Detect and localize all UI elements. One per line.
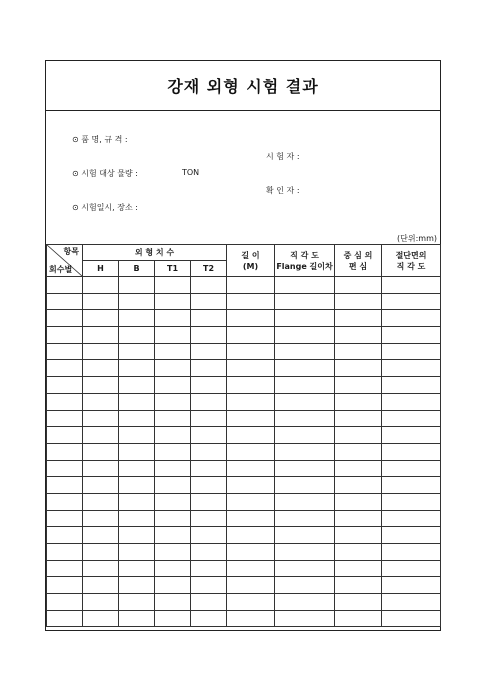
- table-cell[interactable]: [83, 460, 119, 477]
- table-cell[interactable]: [275, 293, 335, 310]
- table-row: [47, 277, 441, 294]
- table-cell[interactable]: [83, 377, 119, 394]
- table-cell[interactable]: [119, 277, 155, 294]
- table-cell[interactable]: [227, 510, 275, 527]
- table-cell[interactable]: [382, 493, 441, 510]
- table-row: [47, 544, 441, 561]
- table-row: [47, 327, 441, 344]
- table-cell[interactable]: [382, 527, 441, 544]
- info-section: [46, 111, 440, 251]
- table-cell[interactable]: [275, 327, 335, 344]
- table-cell[interactable]: [382, 293, 441, 310]
- table-cell[interactable]: [119, 393, 155, 410]
- table-cell[interactable]: [227, 493, 275, 510]
- field-quantity-unit: TON: [182, 168, 200, 177]
- table-cell[interactable]: [227, 310, 275, 327]
- table-cell[interactable]: [191, 544, 227, 561]
- table-row: [47, 410, 441, 427]
- table-cell[interactable]: [227, 343, 275, 360]
- table-cell[interactable]: [227, 377, 275, 394]
- table-cell[interactable]: [382, 327, 441, 344]
- table-cell[interactable]: [47, 360, 83, 377]
- table-cell[interactable]: [119, 410, 155, 427]
- eccentricity-label-2: 편 심: [348, 261, 368, 271]
- length-header: [227, 245, 275, 277]
- table-cell[interactable]: [83, 544, 119, 561]
- table-cell[interactable]: [382, 310, 441, 327]
- table-cell[interactable]: [227, 577, 275, 594]
- table-cell[interactable]: [227, 293, 275, 310]
- table-cell[interactable]: [275, 510, 335, 527]
- table-cell[interactable]: [335, 327, 382, 344]
- table-cell[interactable]: [155, 577, 191, 594]
- table-cell[interactable]: [83, 427, 119, 444]
- table-cell[interactable]: [191, 277, 227, 294]
- table-cell[interactable]: [47, 477, 83, 494]
- table-row: [47, 610, 441, 627]
- table-cell[interactable]: [335, 510, 382, 527]
- table-cell[interactable]: [155, 277, 191, 294]
- table-cell[interactable]: [335, 527, 382, 544]
- table-cell[interactable]: [47, 443, 83, 460]
- table-cell[interactable]: [83, 577, 119, 594]
- cut-squareness-label-2: 직 각 도: [396, 261, 426, 271]
- table-cell[interactable]: [191, 393, 227, 410]
- table-cell[interactable]: [119, 343, 155, 360]
- table-cell[interactable]: [155, 443, 191, 460]
- dim-col-t2: T2: [191, 261, 227, 277]
- length-label: 길 이: [241, 250, 260, 260]
- table-cell[interactable]: [275, 393, 335, 410]
- table-row: [47, 493, 441, 510]
- table-cell[interactable]: [47, 544, 83, 561]
- table-cell[interactable]: [119, 527, 155, 544]
- table-cell[interactable]: [335, 460, 382, 477]
- table-row: [47, 343, 441, 360]
- table-cell[interactable]: [119, 293, 155, 310]
- table-cell[interactable]: [191, 343, 227, 360]
- table-cell[interactable]: [47, 277, 83, 294]
- table-cell[interactable]: [227, 527, 275, 544]
- table-cell[interactable]: [227, 277, 275, 294]
- table-cell[interactable]: [275, 493, 335, 510]
- table-cell[interactable]: [83, 510, 119, 527]
- table-cell[interactable]: [47, 427, 83, 444]
- table-cell[interactable]: [191, 327, 227, 344]
- table-cell[interactable]: [335, 477, 382, 494]
- table-cell[interactable]: [335, 493, 382, 510]
- table-cell[interactable]: [155, 560, 191, 577]
- table-cell[interactable]: [275, 427, 335, 444]
- table-cell[interactable]: [47, 577, 83, 594]
- table-cell[interactable]: [227, 477, 275, 494]
- field-quantity: ⊙ 시험 대상 물량 :: [72, 169, 138, 178]
- field-datetime-place: ⊙ 시험일시, 장소 :: [72, 203, 138, 212]
- table-cell[interactable]: [83, 410, 119, 427]
- table-cell[interactable]: [191, 460, 227, 477]
- table-cell[interactable]: [275, 610, 335, 627]
- table-cell[interactable]: [47, 310, 83, 327]
- title-band: [46, 61, 440, 111]
- table-cell[interactable]: [83, 360, 119, 377]
- table-cell[interactable]: [119, 610, 155, 627]
- dim-col-t1: T1: [155, 261, 191, 277]
- table-cell[interactable]: [382, 343, 441, 360]
- table-cell[interactable]: [47, 510, 83, 527]
- table-cell[interactable]: [335, 377, 382, 394]
- table-cell[interactable]: [119, 493, 155, 510]
- table-cell[interactable]: [227, 327, 275, 344]
- table-row: [47, 594, 441, 611]
- table-cell[interactable]: [155, 493, 191, 510]
- table-cell[interactable]: [47, 410, 83, 427]
- table-cell[interactable]: [83, 560, 119, 577]
- table-row: [47, 560, 441, 577]
- result-table: [46, 244, 441, 627]
- table-cell[interactable]: [275, 527, 335, 544]
- table-cell[interactable]: [155, 477, 191, 494]
- table-cell[interactable]: [83, 277, 119, 294]
- table-cell[interactable]: [275, 560, 335, 577]
- table-cell[interactable]: [83, 527, 119, 544]
- table-row: [47, 293, 441, 310]
- table-cell[interactable]: [47, 327, 83, 344]
- flange-diff-label: Flange 길이차: [276, 261, 333, 271]
- table-cell[interactable]: [191, 610, 227, 627]
- table-cell[interactable]: [47, 527, 83, 544]
- table-cell[interactable]: [275, 360, 335, 377]
- table-cell[interactable]: [227, 360, 275, 377]
- table-cell[interactable]: [382, 427, 441, 444]
- table-row: [47, 443, 441, 460]
- table-cell[interactable]: [227, 443, 275, 460]
- table-cell[interactable]: [191, 427, 227, 444]
- table-cell[interactable]: [382, 594, 441, 611]
- table-cell[interactable]: [335, 577, 382, 594]
- table-cell[interactable]: [155, 360, 191, 377]
- table-cell[interactable]: [155, 527, 191, 544]
- table-cell[interactable]: [382, 510, 441, 527]
- table-row: [47, 377, 441, 394]
- table-cell[interactable]: [275, 377, 335, 394]
- table-cell[interactable]: [382, 610, 441, 627]
- table-cell[interactable]: [155, 427, 191, 444]
- table-cell[interactable]: [191, 293, 227, 310]
- table-cell[interactable]: [335, 560, 382, 577]
- table-cell[interactable]: [47, 293, 83, 310]
- table-cell[interactable]: [275, 594, 335, 611]
- table-cell[interactable]: [227, 410, 275, 427]
- table-row: [47, 360, 441, 377]
- eccentricity-header: [335, 245, 382, 277]
- table-cell[interactable]: [335, 443, 382, 460]
- table-row: [47, 460, 441, 477]
- field-product-spec: ⊙ 품 명, 규 격 :: [72, 135, 128, 144]
- cut-squareness-header: [382, 245, 441, 277]
- cut-squareness-label-1: 절단면의: [395, 250, 427, 260]
- table-cell[interactable]: [335, 427, 382, 444]
- table-cell[interactable]: [155, 610, 191, 627]
- table-cell[interactable]: [155, 410, 191, 427]
- table-cell[interactable]: [47, 594, 83, 611]
- table-cell[interactable]: [155, 510, 191, 527]
- table-cell[interactable]: [47, 343, 83, 360]
- table-cell[interactable]: [275, 544, 335, 561]
- table-cell[interactable]: [119, 443, 155, 460]
- table-cell[interactable]: [335, 610, 382, 627]
- table-cell[interactable]: [47, 560, 83, 577]
- table-cell[interactable]: [275, 443, 335, 460]
- table-cell[interactable]: [119, 510, 155, 527]
- table-row: [47, 310, 441, 327]
- table-cell[interactable]: [119, 477, 155, 494]
- table-cell[interactable]: [155, 327, 191, 344]
- squareness-header: [275, 245, 335, 277]
- dimensions-group-header: 외 형 치 수: [83, 245, 227, 261]
- length-unit: (M): [242, 261, 259, 271]
- table-cell[interactable]: [119, 577, 155, 594]
- table-cell[interactable]: [335, 410, 382, 427]
- table-cell[interactable]: [275, 460, 335, 477]
- table-cell[interactable]: [335, 277, 382, 294]
- corner-item-label: 항목: [63, 247, 79, 256]
- table-cell[interactable]: [191, 443, 227, 460]
- table-cell[interactable]: [119, 560, 155, 577]
- table-cell[interactable]: [191, 527, 227, 544]
- table-cell[interactable]: [275, 577, 335, 594]
- table-cell[interactable]: [83, 443, 119, 460]
- table-cell[interactable]: [47, 610, 83, 627]
- table-cell[interactable]: [155, 310, 191, 327]
- table-cell[interactable]: [335, 393, 382, 410]
- field-tester: 시 험 자 :: [266, 152, 300, 161]
- table-cell[interactable]: [83, 293, 119, 310]
- table-cell[interactable]: [275, 477, 335, 494]
- table-cell[interactable]: [191, 577, 227, 594]
- table-cell[interactable]: [275, 277, 335, 294]
- table-cell[interactable]: [83, 393, 119, 410]
- table-cell[interactable]: [382, 377, 441, 394]
- table-cell[interactable]: [191, 410, 227, 427]
- table-cell[interactable]: [191, 594, 227, 611]
- table-cell[interactable]: [155, 460, 191, 477]
- table-cell[interactable]: [83, 477, 119, 494]
- table-cell[interactable]: [382, 577, 441, 594]
- table-cell[interactable]: [335, 360, 382, 377]
- table-cell[interactable]: [47, 393, 83, 410]
- table-cell[interactable]: [227, 610, 275, 627]
- document-title: 강재 외형 시험 결과: [167, 77, 319, 96]
- table-cell[interactable]: [275, 310, 335, 327]
- table-cell[interactable]: [83, 343, 119, 360]
- table-row: [47, 393, 441, 410]
- table-cell[interactable]: [83, 594, 119, 611]
- table-cell[interactable]: [382, 410, 441, 427]
- table-cell[interactable]: [191, 560, 227, 577]
- table-cell[interactable]: [119, 377, 155, 394]
- table-cell[interactable]: [191, 377, 227, 394]
- table-cell[interactable]: [155, 544, 191, 561]
- table-cell[interactable]: [47, 493, 83, 510]
- table-cell[interactable]: [227, 393, 275, 410]
- table-cell[interactable]: [47, 460, 83, 477]
- eccentricity-label-1: 중 심 의: [343, 250, 373, 260]
- table-cell[interactable]: [275, 343, 335, 360]
- table-cell[interactable]: [335, 343, 382, 360]
- table-cell[interactable]: [227, 594, 275, 611]
- table-cell[interactable]: [191, 310, 227, 327]
- table-cell[interactable]: [47, 377, 83, 394]
- table-cell[interactable]: [83, 310, 119, 327]
- table-cell[interactable]: [119, 360, 155, 377]
- table-cell[interactable]: [155, 293, 191, 310]
- corner-round-label: 회수별: [49, 265, 73, 274]
- table-cell[interactable]: [155, 594, 191, 611]
- table-cell[interactable]: [119, 310, 155, 327]
- table-cell[interactable]: [191, 360, 227, 377]
- table-cell[interactable]: [119, 327, 155, 344]
- table-row: [47, 510, 441, 527]
- table-cell[interactable]: [382, 277, 441, 294]
- table-cell[interactable]: [191, 510, 227, 527]
- table-cell[interactable]: [227, 560, 275, 577]
- table-cell[interactable]: [335, 310, 382, 327]
- table-cell[interactable]: [335, 594, 382, 611]
- table-cell[interactable]: [382, 360, 441, 377]
- table-cell[interactable]: [275, 410, 335, 427]
- data-rows: [47, 277, 441, 627]
- table-cell[interactable]: [191, 493, 227, 510]
- table-cell[interactable]: [382, 544, 441, 561]
- table-cell[interactable]: [119, 594, 155, 611]
- table-cell[interactable]: [382, 560, 441, 577]
- table-cell[interactable]: [119, 544, 155, 561]
- dim-col-h: H: [83, 261, 119, 277]
- table-row: [47, 477, 441, 494]
- table-row: [47, 427, 441, 444]
- table-cell[interactable]: [382, 443, 441, 460]
- test-result-sheet: [45, 60, 441, 631]
- table-cell[interactable]: [191, 477, 227, 494]
- table-cell[interactable]: [227, 460, 275, 477]
- table-cell[interactable]: [335, 293, 382, 310]
- corner-header: [47, 245, 83, 277]
- table-row: [47, 527, 441, 544]
- table-row: [47, 577, 441, 594]
- table-cell[interactable]: [119, 427, 155, 444]
- dim-col-b: B: [119, 261, 155, 277]
- squareness-label: 직 각 도: [290, 250, 319, 260]
- table-cell[interactable]: [382, 460, 441, 477]
- table-cell[interactable]: [335, 544, 382, 561]
- table-cell[interactable]: [155, 377, 191, 394]
- table-cell[interactable]: [155, 393, 191, 410]
- table-cell[interactable]: [83, 610, 119, 627]
- table-cell[interactable]: [382, 393, 441, 410]
- table-cell[interactable]: [227, 544, 275, 561]
- field-confirmer: 확 인 자 :: [266, 186, 300, 195]
- table-cell[interactable]: [155, 343, 191, 360]
- table-cell[interactable]: [83, 327, 119, 344]
- table-cell[interactable]: [83, 493, 119, 510]
- table-cell[interactable]: [227, 427, 275, 444]
- table-cell[interactable]: [382, 477, 441, 494]
- unit-note: (단위:mm): [397, 234, 437, 243]
- table-cell[interactable]: [119, 460, 155, 477]
